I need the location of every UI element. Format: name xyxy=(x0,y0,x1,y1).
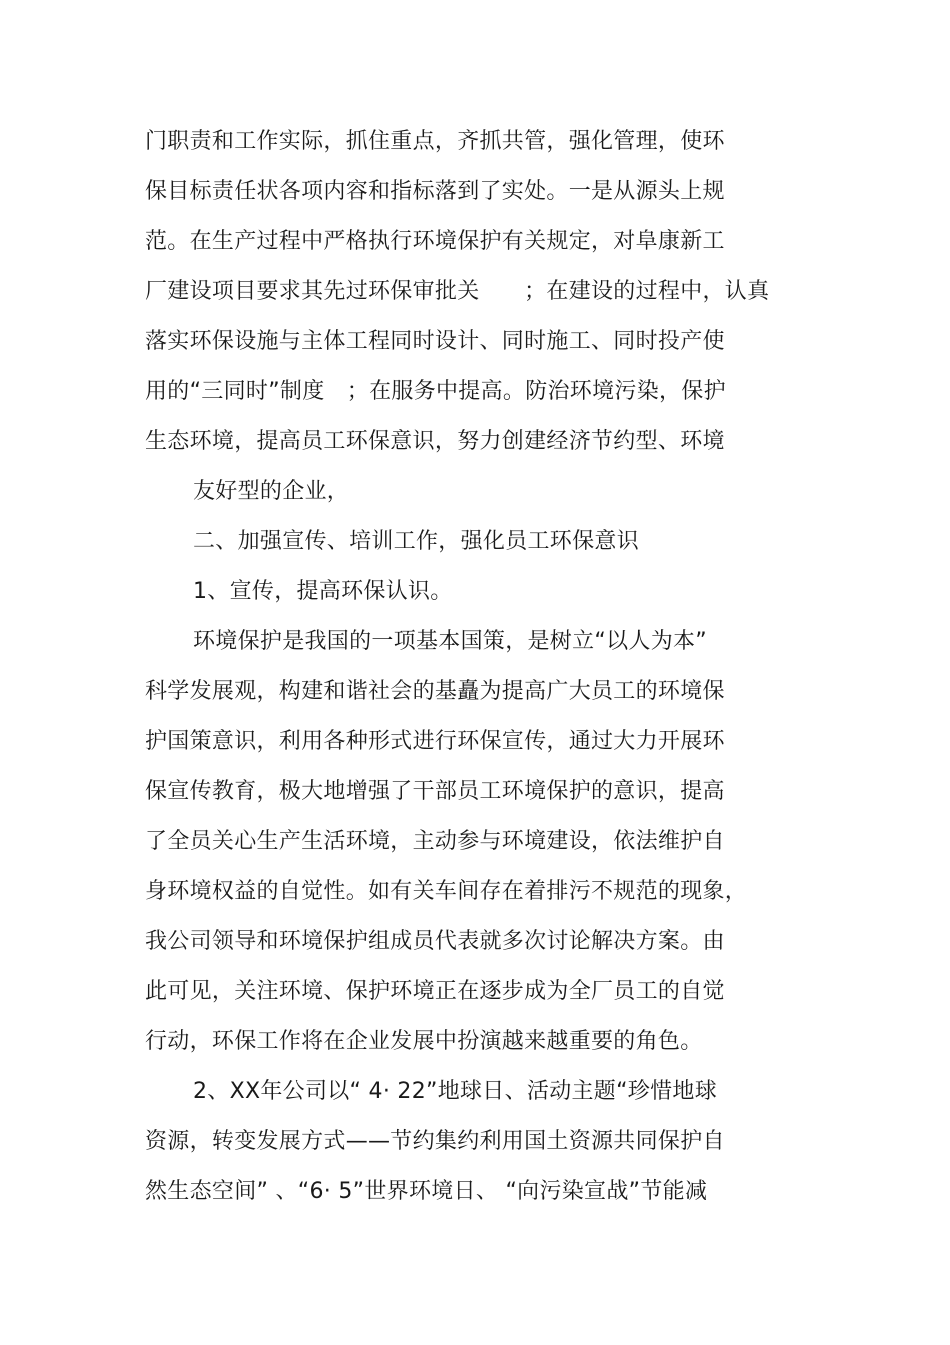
text-line: 了全员关心生产生活环境，主动参与环境建设，依法维护自 xyxy=(145,829,725,854)
text-line: 身环境权益的自觉性。如有关车间存在着排污不规范的现象， xyxy=(145,879,748,904)
text-line: 落实环保设施与主体工程同时设计、同时施工、同时投产使 xyxy=(145,329,725,354)
text-line: 护国策意识，利用各种形式进行环保宣传，通过大力开展环 xyxy=(145,729,725,754)
section-heading: 二、加强宣传、培训工作，强化员工环保意识 xyxy=(193,529,640,554)
text-line: 厂建设项目要求其先过环保审批关 ；在建设的过程中，认真 xyxy=(145,279,770,304)
text-line: 生态环境，提高员工环保意识，努力创建经济节约型、环境 xyxy=(145,429,725,454)
text-line: 此可见，关注环境、保护环境正在逐步成为全厂员工的自觉 xyxy=(145,979,725,1004)
text-line: 我公司领导和环境保护组成员代表就多次讨论解决方案。由 xyxy=(145,929,725,954)
text-line: 然生态空间” 、“6· 5”世界环境日、 “向污染宣战”节能减 xyxy=(145,1179,708,1204)
text-line: 环境保护是我国的一项基本国策，是树立“以人为本” xyxy=(193,629,707,654)
text-line: 范。在生产过程中严格执行环境保护有关规定，对阜康新工 xyxy=(145,229,725,254)
text-line: 科学发展观，构建和谐社会的基矗为提高广大员工的环境保 xyxy=(145,679,725,704)
text-line: 保宣传教育，极大地增强了干部员工环境保护的意识，提高 xyxy=(145,779,725,804)
text-line: 行动，环保工作将在企业发展中扮演越来越重要的角色。 xyxy=(145,1029,703,1054)
subsection-heading: 1、宣传，提高环保认识。 xyxy=(193,579,453,604)
text-line: 2、XX年公司以“ 4· 22”地球日、活动主题“珍惜地球 xyxy=(193,1079,718,1104)
text-line: 门职责和工作实际，抓住重点，齐抓共管，强化管理，使环 xyxy=(145,129,725,154)
text-line: 用的“三同时”制度 ；在服务中提高。防治环境污染，保护 xyxy=(145,379,726,404)
text-line: 保目标责任状各项内容和指标落到了实处。一是从源头上规 xyxy=(145,179,725,204)
text-line: 友好型的企业， xyxy=(193,479,350,504)
text-line: 资源，转变发展方式——节约集约利用国土资源共同保护自 xyxy=(145,1129,725,1154)
